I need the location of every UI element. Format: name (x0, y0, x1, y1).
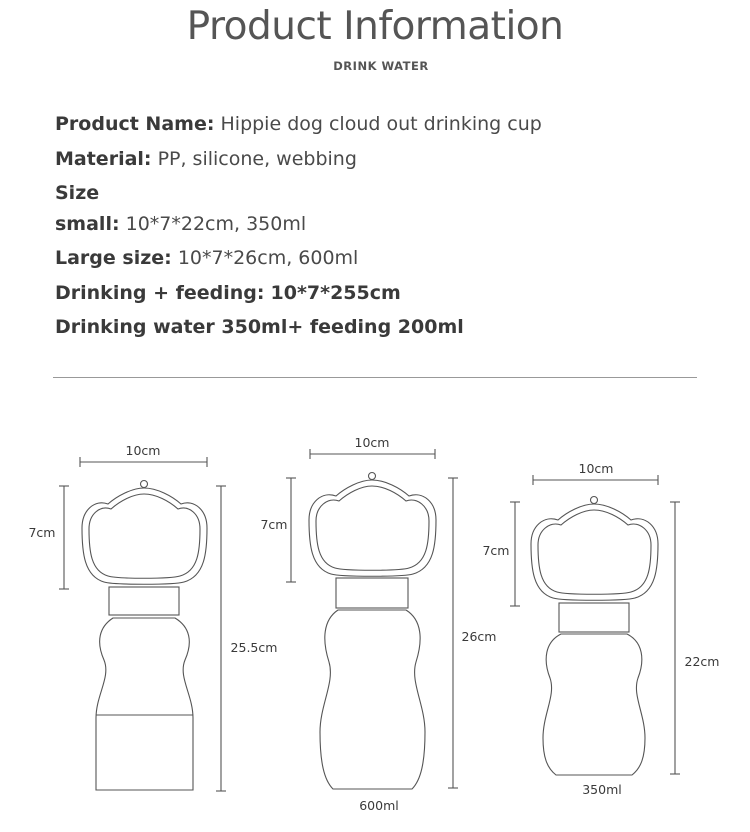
bottle-small (510, 475, 680, 775)
bottle1-width-label: 10cm (125, 443, 161, 458)
spec-value: 10*7*255cm (270, 282, 401, 304)
bottle2-width-label: 10cm (354, 435, 390, 450)
bottle2-capacity-label: 600ml (359, 798, 399, 813)
bottle2-height-label: 26cm (461, 629, 497, 644)
bottle3-head-label: 7cm (482, 543, 510, 558)
spec-label: small: (55, 213, 120, 235)
bottle1-head-label: 7cm (28, 525, 56, 540)
bottle3-width-label: 10cm (578, 461, 614, 476)
spec-label: Size (55, 182, 100, 204)
spec-value: PP, silicone, webbing (157, 148, 357, 170)
bottle-large (286, 449, 458, 789)
spec-label: Large size: (55, 247, 172, 269)
spec-label: Drinking + feeding: (55, 282, 265, 304)
bottle3-height-label: 22cm (684, 654, 720, 669)
bottle1-height-label: 25.5cm (230, 640, 278, 655)
bottle-drink-feed (59, 457, 226, 791)
page-subtitle: DRINK WATER (333, 59, 429, 73)
spec-value: Drinking water 350ml+ feeding 200ml (55, 316, 464, 338)
bottle2-head-label: 7cm (260, 517, 288, 532)
spec-label: Product Name: (55, 113, 215, 135)
spec-value: 10*7*26cm, 600ml (177, 247, 359, 269)
bottle3-capacity-label: 350ml (582, 782, 622, 797)
spec-value: Hippie dog cloud out drinking cup (220, 113, 542, 135)
page-title: Product Information (186, 4, 564, 49)
spec-value: 10*7*22cm, 350ml (125, 213, 307, 235)
spec-label: Material: (55, 148, 152, 170)
